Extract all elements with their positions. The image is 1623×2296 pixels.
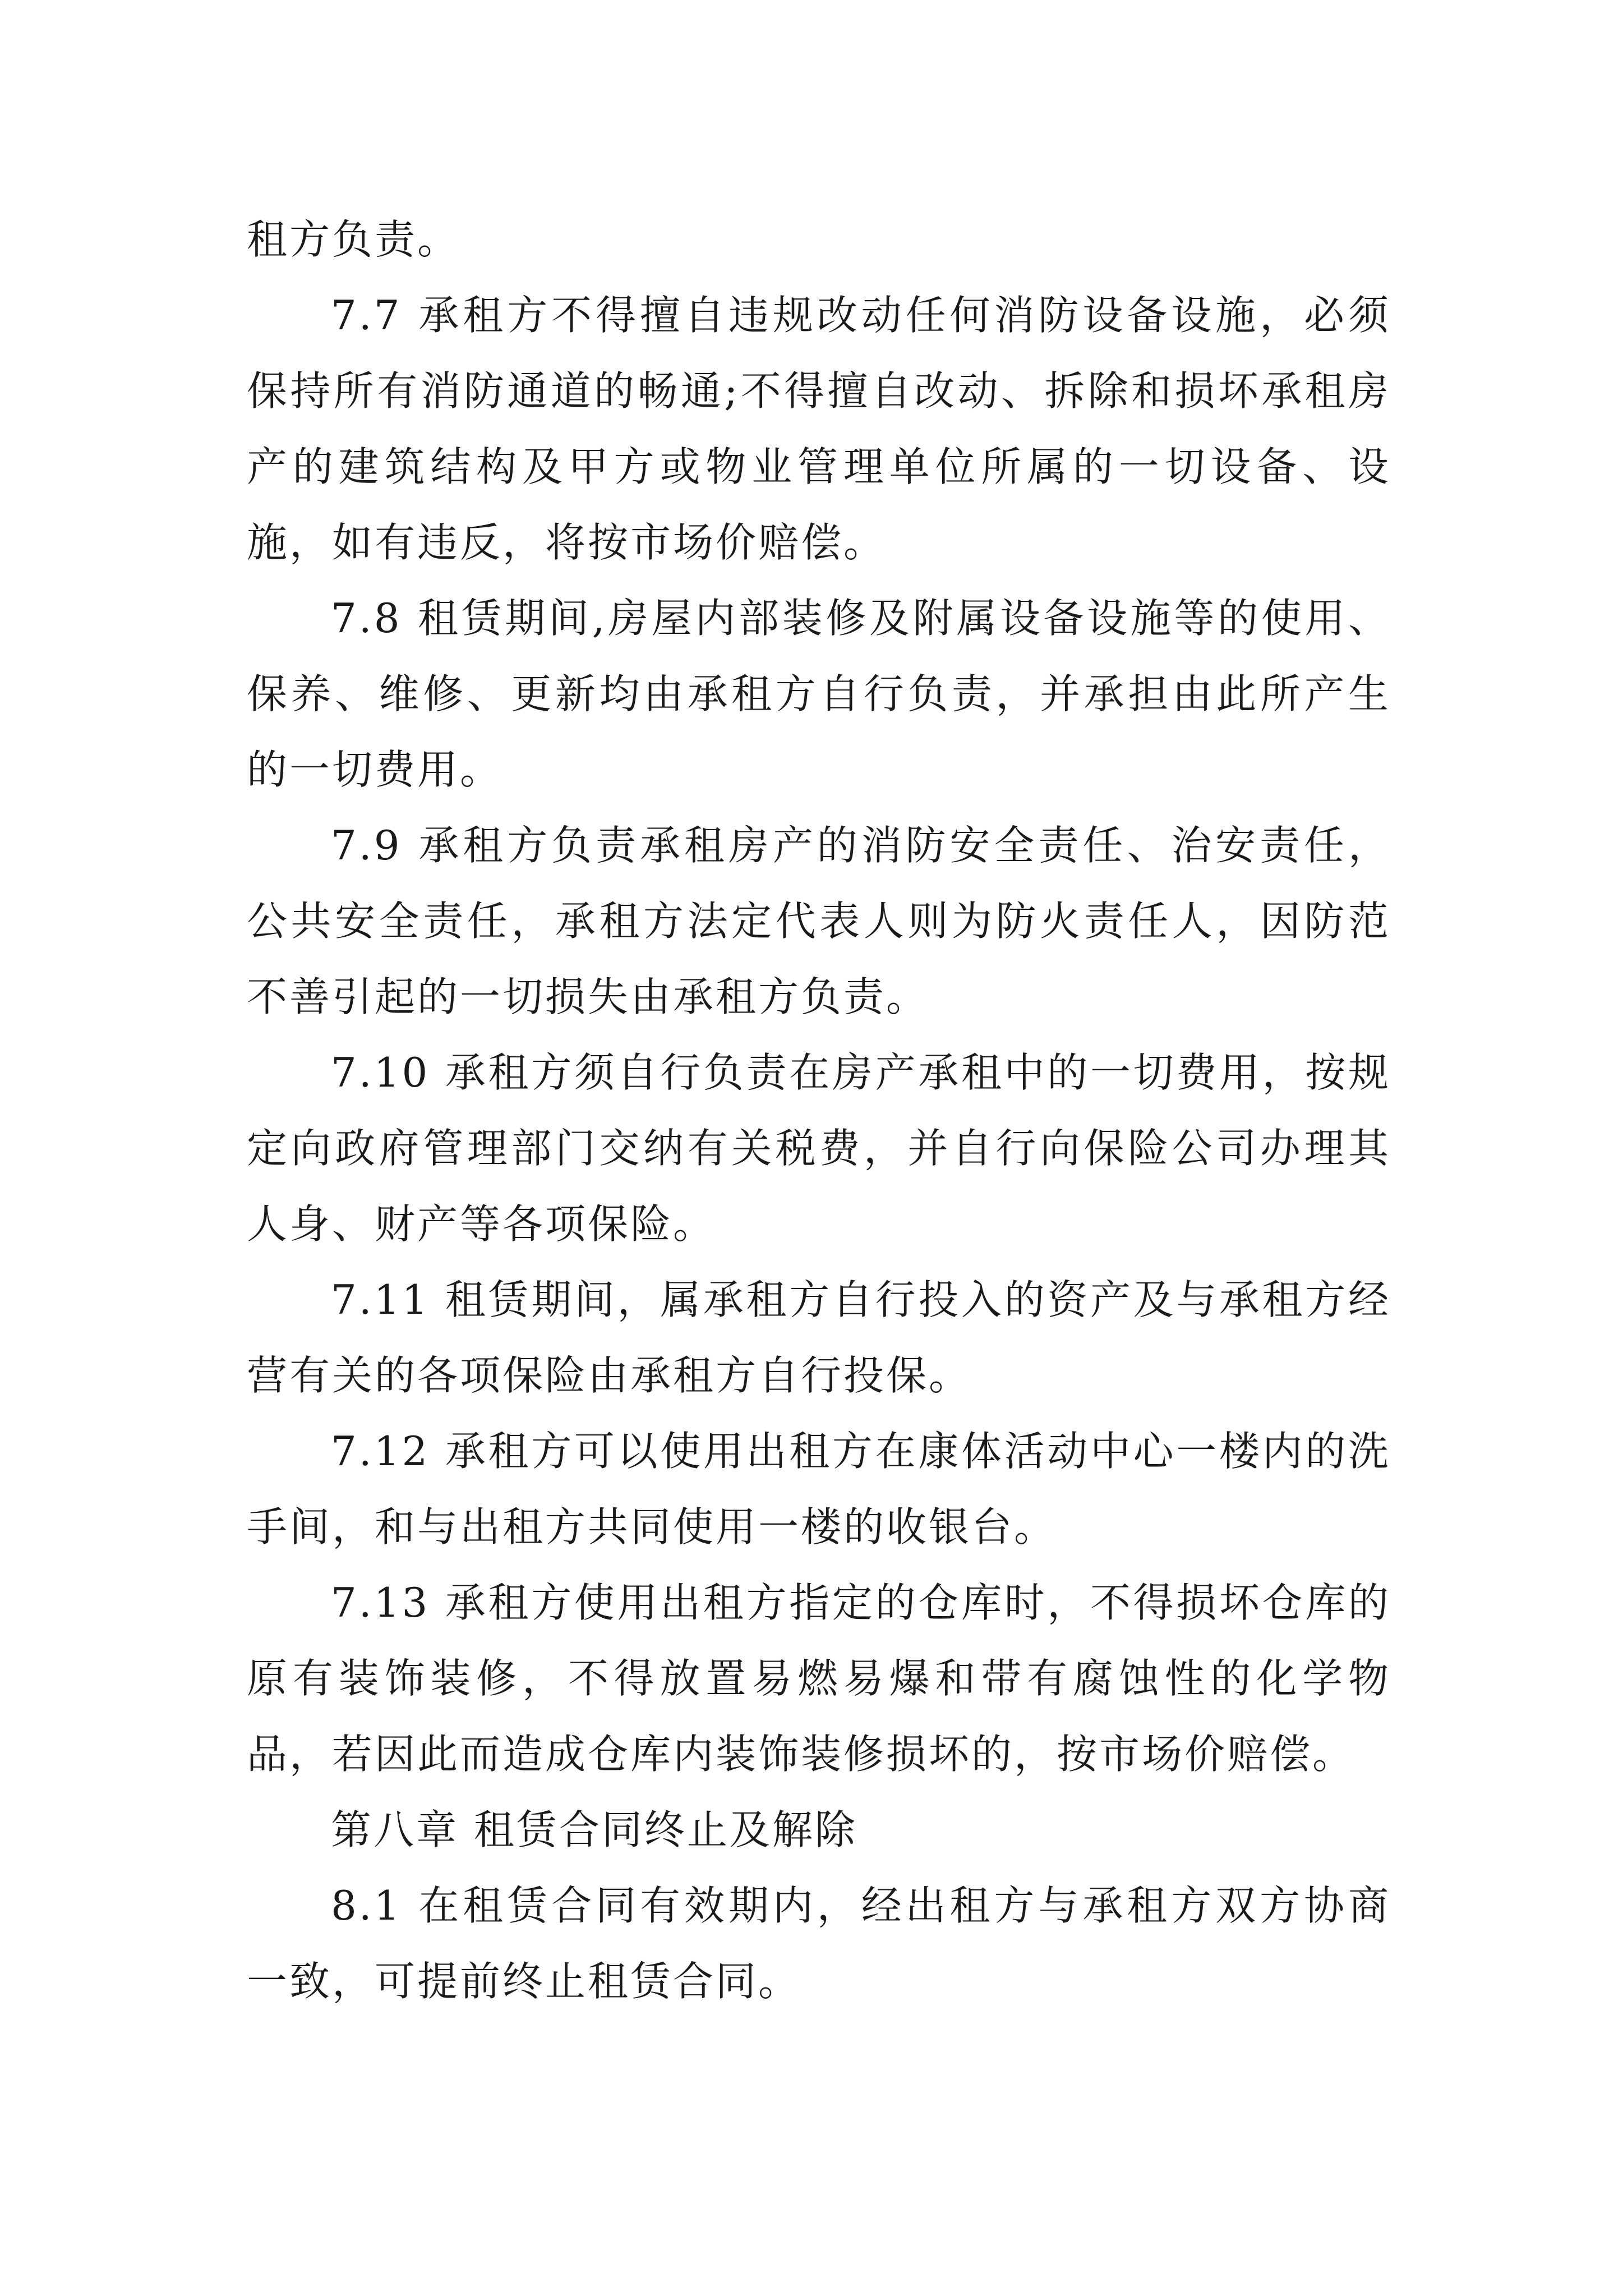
clause-7-10: 7.10 承租方须自行负责在房产承租中的一切费用，按规定向政府管理部门交纳有关税费，并自行向保险公司办理其人身、财产等各项保险。: [247, 1049, 1391, 1248]
clause-7-13: 7.13 承租方使用出租方指定的仓库时，不得损坏仓库的原有装饰装修，不得放置易燃易爆和带有腐蚀性的化学物品，若因此而造成仓库内装饰装修损坏的，按市场价赔偿。: [247, 1579, 1391, 1778]
clause-7-12: 7.12 承租方可以使用出租方在康体活动中心一楼内的洗手间，和与出租方共同使用一楼的收银台。: [247, 1428, 1391, 1550]
clause-7-7: 7.7 承租方不得擅自违规改动任何消防设备设施，必须保持所有消防通道的畅通;不得擅自改动、拆除和损坏承租房产的建筑结构及甲方或物业管理单位所属的一切设备、设施，如有违反，将按市场价赔偿。: [247, 292, 1391, 566]
document-page: [247, 202, 1391, 2019]
chapter-heading: 第八章 租赁合同终止及解除: [331, 1806, 857, 1853]
paragraph-continued: 租方负责。: [247, 216, 460, 263]
clause-8-1: 8.1 在租赁合同有效期内，经出租方与承租方双方协商一致，可提前终止租赁合同。: [247, 1882, 1391, 2005]
clause-7-11: 7.11 租赁期间，属承租方自行投入的资产及与承租方经营有关的各项保险由承租方自行投保。: [247, 1276, 1391, 1399]
clause-7-8: 7.8 租赁期间,房屋内部装修及附属设备设施等的使用、保养、维修、更新均由承租方自行负责，并承担由此所产生的一切费用。: [247, 595, 1391, 793]
clause-7-9: 7.9 承租方负责承租房产的消防安全责任、治安责任，公共安全责任，承租方法定代表人则为防火责任人，因防范不善引起的一切损失由承租方负责。: [247, 822, 1391, 1020]
